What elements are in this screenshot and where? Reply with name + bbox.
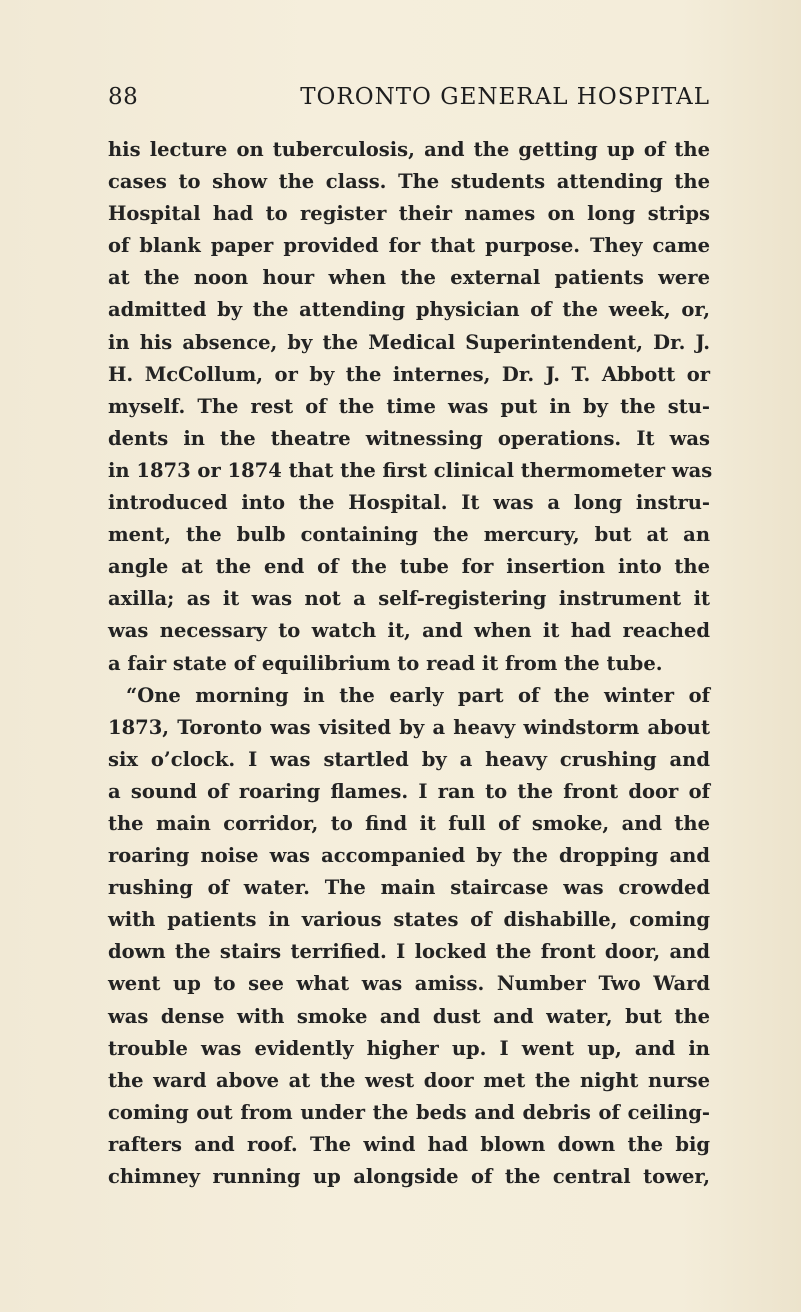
text-line: introduced into the Hospital. It was a long instru-: [108, 491, 710, 515]
body-text: [108, 134, 713, 1193]
text-line: down the stairs terrified. I locked the front door, and: [108, 940, 710, 964]
text-line: of blank paper provided for that purpose. They came: [108, 234, 710, 258]
text-line: “One morning in the early part of the winter of: [126, 683, 710, 707]
text-line: chimney running up alongside of the central tower,: [108, 1165, 710, 1188]
text-line: a sound of roaring flames. I ran to the front door of: [108, 779, 710, 803]
text-line: Hospital had to register their names on long strips: [108, 202, 710, 226]
text-line: went up to see what was amiss. Number Two Ward: [108, 972, 710, 996]
text-line: admitted by the attending physician of the week, or,: [108, 298, 710, 322]
text-line: rafters and roof. The wind had blown down the big: [108, 1132, 710, 1156]
running-head: TORONTO GENERAL HOSPITAL: [300, 84, 710, 110]
text-line: roaring noise was accompanied by the dropping and: [108, 844, 710, 868]
text-line: his lecture on tuberculosis, and the getting up of the: [108, 138, 710, 161]
text-line: the main corridor, to find it full of smoke, and the: [108, 811, 710, 835]
text-line: in his absence, by the Medical Superintendent, Dr. J.: [108, 330, 710, 354]
text-line: ment, the bulb containing the mercury, but at an: [108, 523, 710, 547]
text-line: at the noon hour when the external patients were: [108, 266, 710, 290]
text-line: coming out from under the beds and debris of ceiling-: [108, 1100, 710, 1124]
text-line: 1873, Toronto was visited by a heavy windstorm about: [108, 715, 710, 739]
text-line: in 1873 or 1874 that the first clinical thermometer was: [108, 458, 713, 482]
text-line: six o’clock. I was startled by a heavy crushing and: [108, 747, 710, 771]
text-line: trouble was evidently higher up. I went up, and in: [108, 1036, 710, 1060]
text-line: axilla; as it was not a self-registering instrument it: [108, 587, 710, 611]
page-number: 88: [108, 84, 139, 110]
text-line: a fair state of equilibrium to read it from the tube.: [108, 651, 663, 675]
text-line: angle at the end of the tube for insertion into the: [108, 555, 710, 579]
text-line: H. McCollum, or by the internes, Dr. J. T. Abbott or: [108, 362, 710, 386]
text-line: myself. The rest of the time was put in by the stu-: [108, 394, 710, 418]
page-header: [108, 84, 710, 120]
text-line: cases to show the class. The students attending the: [108, 170, 710, 194]
text-line: rushing of water. The main staircase was crowded: [108, 876, 710, 900]
text-line: was dense with smoke and dust and water, but the: [108, 1004, 710, 1028]
text-line: with patients in various states of dishabille, coming: [108, 908, 710, 932]
text-line: the ward above at the west door met the night nurse: [108, 1068, 710, 1092]
text-line: was necessary to watch it, and when it had reached: [108, 619, 710, 643]
text-line: dents in the theatre witnessing operations. It was: [108, 426, 710, 450]
